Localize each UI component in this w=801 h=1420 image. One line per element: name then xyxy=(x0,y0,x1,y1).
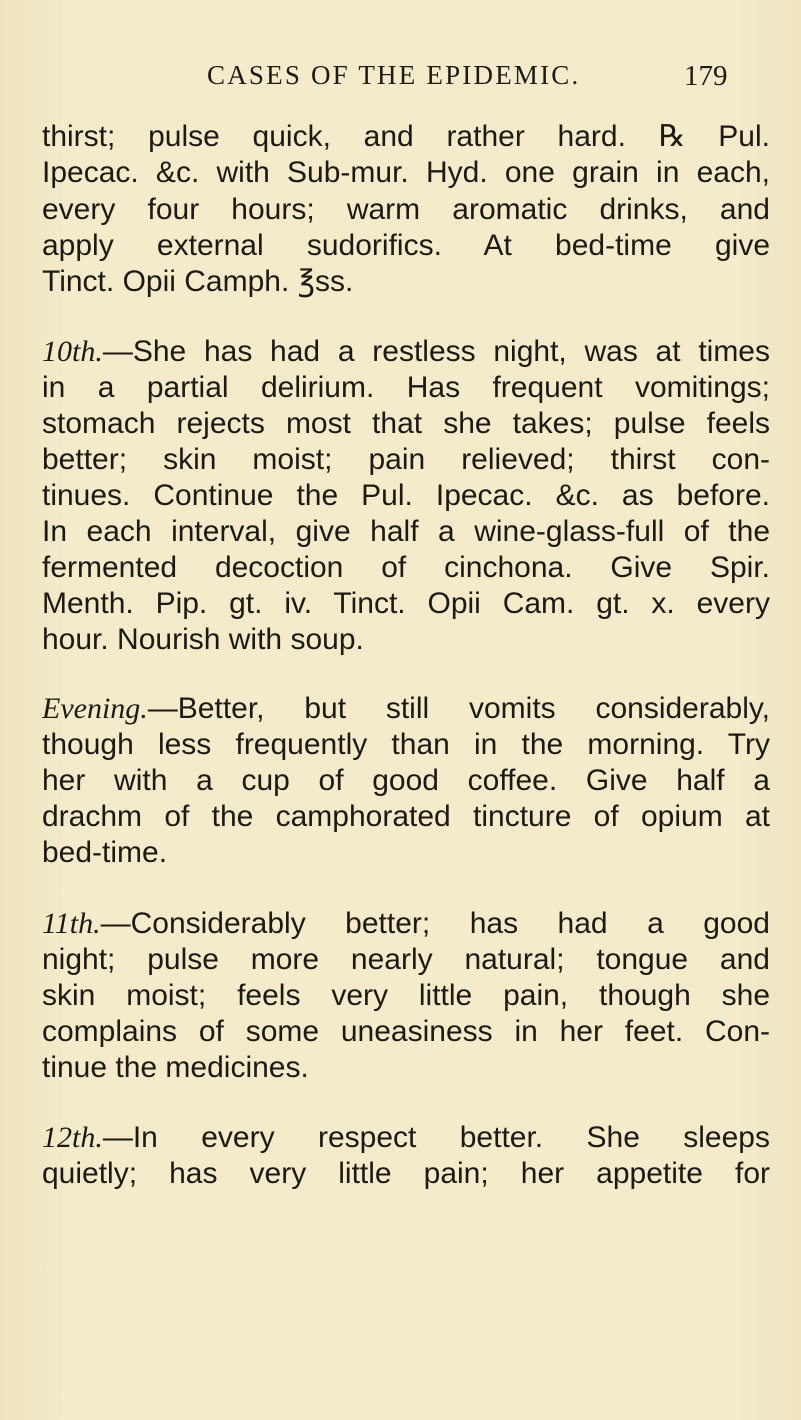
line-text: Ipecac. &c. with Sub-mur. Hyd. one grain in each, xyxy=(42,156,770,189)
line-text: every four hours; warm aromatic drinks, and xyxy=(42,193,770,226)
page-number: 179 xyxy=(684,60,728,92)
line-text: her with a cup of good coffee. Give half a xyxy=(42,764,770,797)
paragraph-line xyxy=(42,622,364,658)
entry-date: Evening. xyxy=(42,692,148,725)
entry-date: 10th. xyxy=(42,335,103,368)
entry-date: 11th. xyxy=(42,907,101,940)
paragraph-line xyxy=(42,264,353,300)
paragraph-line xyxy=(42,906,770,942)
paragraph-line xyxy=(42,228,770,264)
paragraph-line xyxy=(42,1120,770,1156)
paragraph-line xyxy=(42,442,770,478)
line-text: night; pulse more nearly natural; tongue and xyxy=(42,943,770,976)
line-text: tinues. Continue the Pul. Ipecac. &c. as before. xyxy=(42,479,770,512)
line-text: —Considerably better; has had a good xyxy=(100,907,770,940)
line-text: hour. Nourish with soup. xyxy=(42,623,364,656)
line-text: bed-time. xyxy=(42,836,168,869)
paragraph-line xyxy=(42,334,770,370)
page-header xyxy=(0,60,801,100)
paragraph-line xyxy=(42,763,770,799)
paragraph-line xyxy=(42,942,770,978)
paragraph-line xyxy=(42,119,770,155)
line-text: complains of some uneasiness in her feet. Con- xyxy=(42,1015,770,1048)
line-text: —Better, but still vomits considerably, xyxy=(147,692,770,725)
paragraph-line xyxy=(42,799,770,835)
paragraph-line xyxy=(42,406,770,442)
paragraph-line xyxy=(42,586,770,622)
entry-date: 12th. xyxy=(42,1121,103,1154)
line-text: stomach rejects most that she takes; pulse feels xyxy=(42,407,770,440)
line-text: tinue the medicines. xyxy=(42,1051,309,1084)
line-text: apply external sudorifics. At bed-time give xyxy=(42,229,770,262)
paragraph-line xyxy=(42,1050,309,1086)
line-text: —She has had a restless night, was at times xyxy=(102,335,770,368)
line-text: though less frequently than in the morning. Try xyxy=(42,728,770,761)
paragraph-line xyxy=(42,978,770,1014)
running-head: CASES OF THE EPIDEMIC. xyxy=(207,60,581,90)
line-text: skin moist; feels very little pain, though she xyxy=(42,979,770,1012)
paragraph-line xyxy=(42,192,770,228)
paragraph-line xyxy=(42,1014,770,1050)
line-text: drachm of the camphorated tincture of opium at xyxy=(42,800,770,833)
paragraph-line xyxy=(42,1156,770,1192)
paragraph-line xyxy=(42,478,770,514)
paragraph-line xyxy=(42,835,167,871)
line-text: Menth. Pip. gt. iv. Tinct. Opii Cam. gt. x. every xyxy=(42,587,770,620)
paragraph-line xyxy=(42,514,770,550)
line-text: —In every respect better. She sleeps xyxy=(102,1121,770,1154)
line-text: in a partial delirium. Has frequent vomitings; xyxy=(42,371,770,404)
paragraph-line xyxy=(42,370,770,406)
line-text: quietly; has very little pain; her appetite for xyxy=(42,1157,770,1190)
line-text: Tinct. Opii Camph. ℥ss. xyxy=(42,265,354,298)
line-text: In each interval, give half a wine-glass-full of the xyxy=(42,515,770,548)
paragraph-line xyxy=(42,691,770,727)
line-text: better; skin moist; pain relieved; thirst con- xyxy=(42,443,770,476)
line-text: fermented decoction of cinchona. Give Spir. xyxy=(42,551,770,584)
paragraph-line xyxy=(42,155,770,191)
paragraph-line xyxy=(42,727,770,763)
line-text: thirst; pulse quick, and rather hard. ℞ Pul. xyxy=(42,120,770,153)
paragraph-line xyxy=(42,550,770,586)
